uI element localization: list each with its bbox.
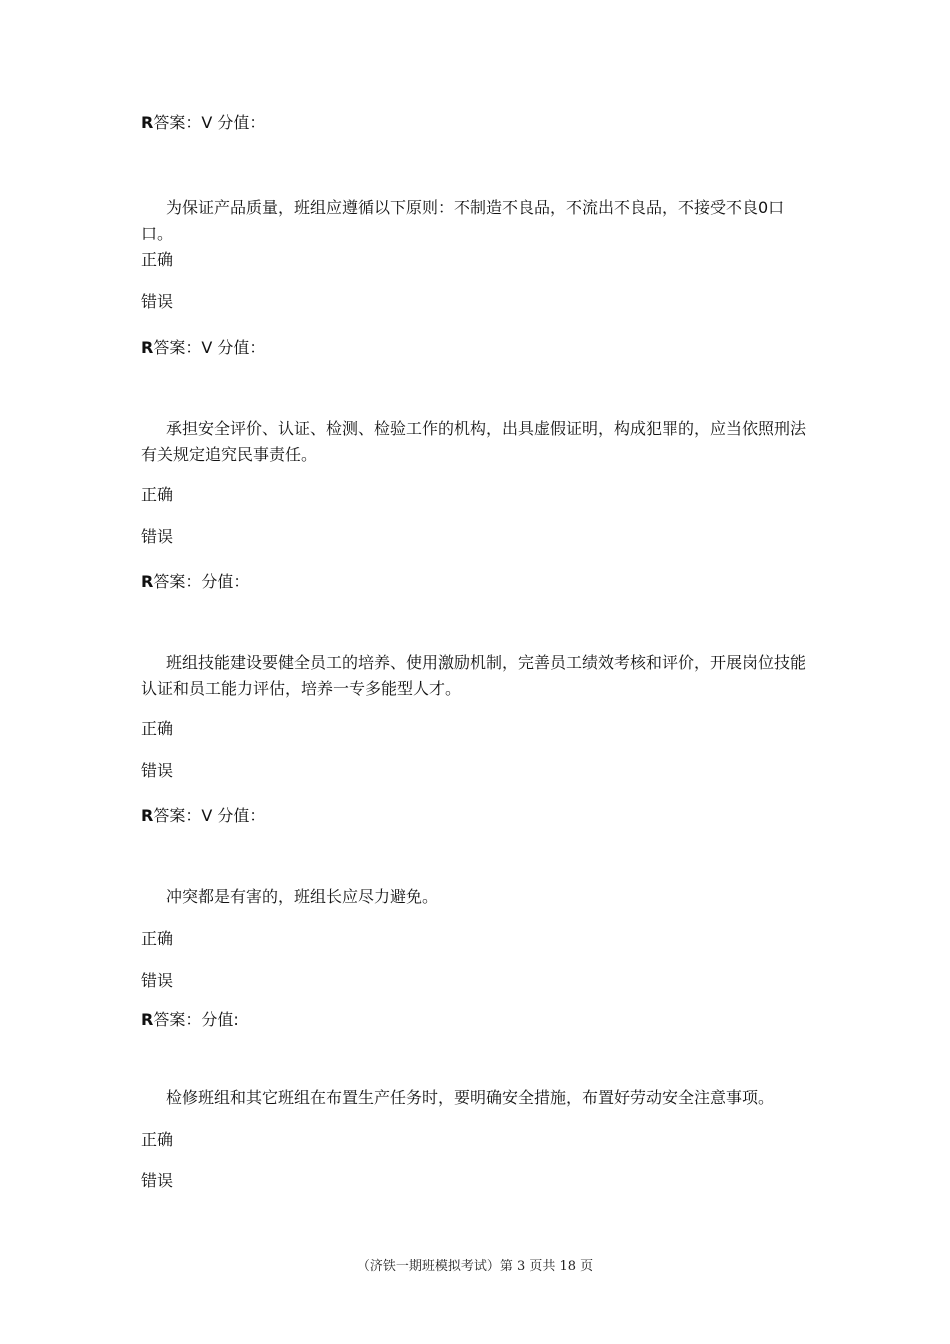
option-true: 正确 <box>141 719 174 738</box>
question-text: 冲突都是有害的，班组长应尽力避免。 <box>166 887 439 906</box>
answer-label: R <box>141 113 154 132</box>
answer-text: 答案：分值: <box>153 1010 239 1029</box>
option-true: 正确 <box>141 485 174 504</box>
option-true: 正确 <box>141 1130 174 1149</box>
answer-label: R <box>141 1010 154 1029</box>
answer-line <box>141 1010 239 1030</box>
answer-label: R <box>141 572 154 591</box>
answer-label: R <box>141 806 154 825</box>
option-false: 错误 <box>141 527 174 546</box>
answer-line <box>141 338 265 358</box>
option-false: 错误 <box>141 971 174 990</box>
option-false: 错误 <box>141 1171 174 1190</box>
page-footer: （济铁一期班模拟考试）第 3 页共 18 页 <box>356 1259 594 1274</box>
answer-text: 答案：V 分值： <box>153 806 266 825</box>
answer-text: 答案：V 分值： <box>153 113 266 132</box>
question-text: 检修班组和其它班组在布置生产任务时，要明确安全措施，布置好劳动安全注意事项。 <box>166 1088 775 1107</box>
option-false: 错误 <box>141 292 174 311</box>
question-text: 为保证产品质量，班组应遵循以下原则：不制造不良品，不流出不良品，不接受不良0口口。 <box>141 198 785 243</box>
question-text: 承担安全评价、认证、检测、检验工作的机构，出具虚假证明，构成犯罪的，应当依照刑法有关规定追究民事责任。 <box>141 419 807 464</box>
answer-line <box>141 113 265 133</box>
option-false: 错误 <box>141 761 174 780</box>
answer-line <box>141 806 265 826</box>
answer-text: 答案：分值： <box>153 572 250 591</box>
question-text: 班组技能建设要健全员工的培养、使用激励机制，完善员工绩效考核和评价，开展岗位技能认证和员工能力评估，培养一专多能型人才。 <box>141 653 807 698</box>
answer-text: 答案：V 分值： <box>153 338 266 357</box>
option-true: 正确 <box>141 929 174 948</box>
option-true: 正确 <box>141 250 174 269</box>
answer-line <box>141 572 249 592</box>
answer-label: R <box>141 338 154 357</box>
